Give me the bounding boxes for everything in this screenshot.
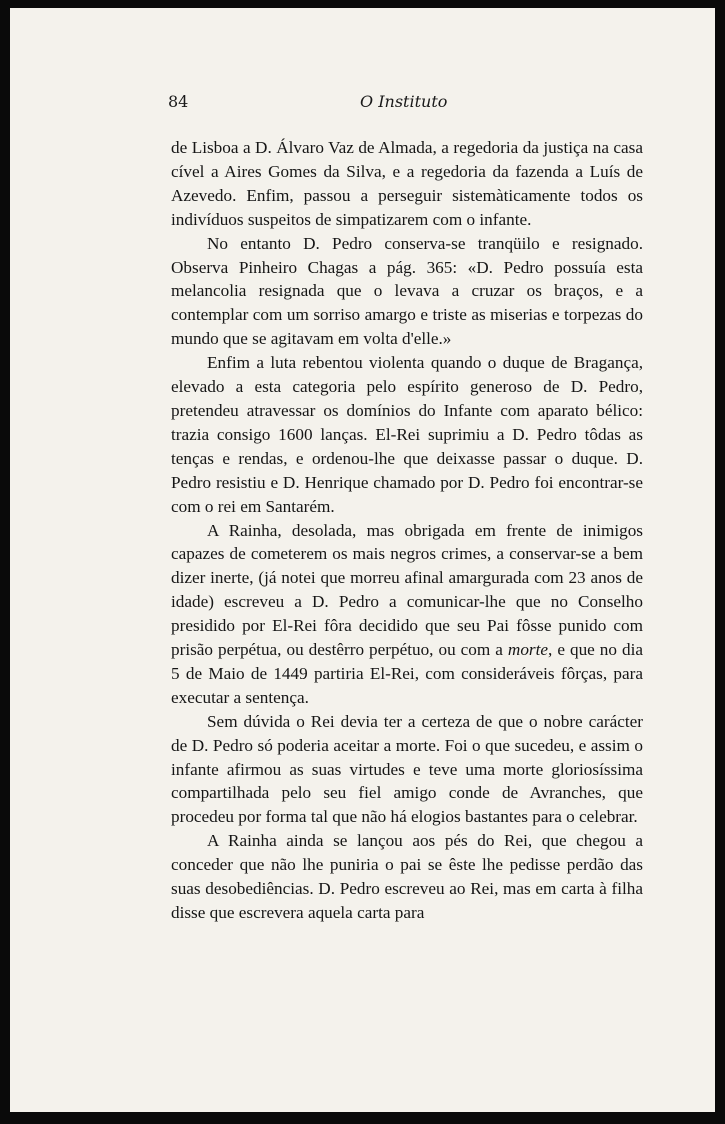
book-page xyxy=(10,8,715,1112)
paragraph-5: Sem dúvida o Rei devia ter a certeza de que o nobre carácter de D. Pedro só poderia aceitar a morte. Foi o que sucedeu, e assim o infante afirmou as suas virtudes e teve uma morte gloriosíssima compartilhada pelo seu fiel amigo conde de Avranches, que procedeu por forma tal que não há elogios bastantes para o celebrar. xyxy=(171,711,643,827)
paragraph-4-text-b: , e que no dia 5 de Maio de 1449 partiria El-Rei, com consideráveis fôrças, para executar a sentença. xyxy=(171,640,643,707)
body-text xyxy=(171,136,643,925)
paragraph-6: A Rainha ainda se lançou aos pés do Rei, que chegou a conceder que não lhe puniria o pai se êste lhe pedisse perdão das suas desobediências. D. Pedro escreveu ao Rei, mas em carta à filha disse que escrevera aquela carta para xyxy=(171,831,643,922)
page-number: 84 xyxy=(168,92,189,111)
paragraph-2: No entanto D. Pedro conserva-se tranqüilo e resignado. Observa Pinheiro Chagas a pág. 365: «D. Pedro possuía esta melancolia resignada que o levava a cruzar os braços, e a contemplar com um sorriso amargo e triste as miserias e torpezas do mundo que se agitavam em volta d'elle.» xyxy=(171,233,643,349)
running-title: O Instituto xyxy=(360,92,448,111)
paragraph-4-italic-word: morte xyxy=(507,640,549,660)
page-header xyxy=(10,92,715,116)
paragraph-4 xyxy=(171,519,643,710)
paragraph-3: Enfim a luta rebentou violenta quando o duque de Bragança, elevado a esta categoria pelo espírito generoso de D. Pedro, pretendeu atravessar os domínios do Infante com aparato bélico: trazia consigo 1600 lanças. El-Rei suprimiu a D. Pedro tôdas as tenças e rendas, e ordenou-lhe que deixasse passar o duque. D. Pedro resistiu e D. Henrique chamado por D. Pedro foi encontrar-se com o rei em Santarém. xyxy=(171,353,643,516)
paragraph-1: de Lisboa a D. Álvaro Vaz de Almada, a regedoria da justiça na casa cível a Aires Gomes da Silva, e a regedoria da fazenda a Luís de Azevedo. Enfim, passou a perseguir sistemàticamente todos os indivíduos suspeitos de simpatizarem com o infante. xyxy=(171,138,643,229)
paragraph-4-text-a: A Rainha, desolada, mas obrigada em frente de inimigos capazes de cometerem os mais negros crimes, a conservar-se a bem dizer inerte, (já notei que morreu afinal amargurada com 23 anos de idade) escreveu a D. Pedro a comunicar-lhe que no Conselho presidido por El-Rei fôra decidido que seu Pai fôsse punido com prisão perpétua, ou destêrro perpétuo, ou com a xyxy=(171,520,643,660)
